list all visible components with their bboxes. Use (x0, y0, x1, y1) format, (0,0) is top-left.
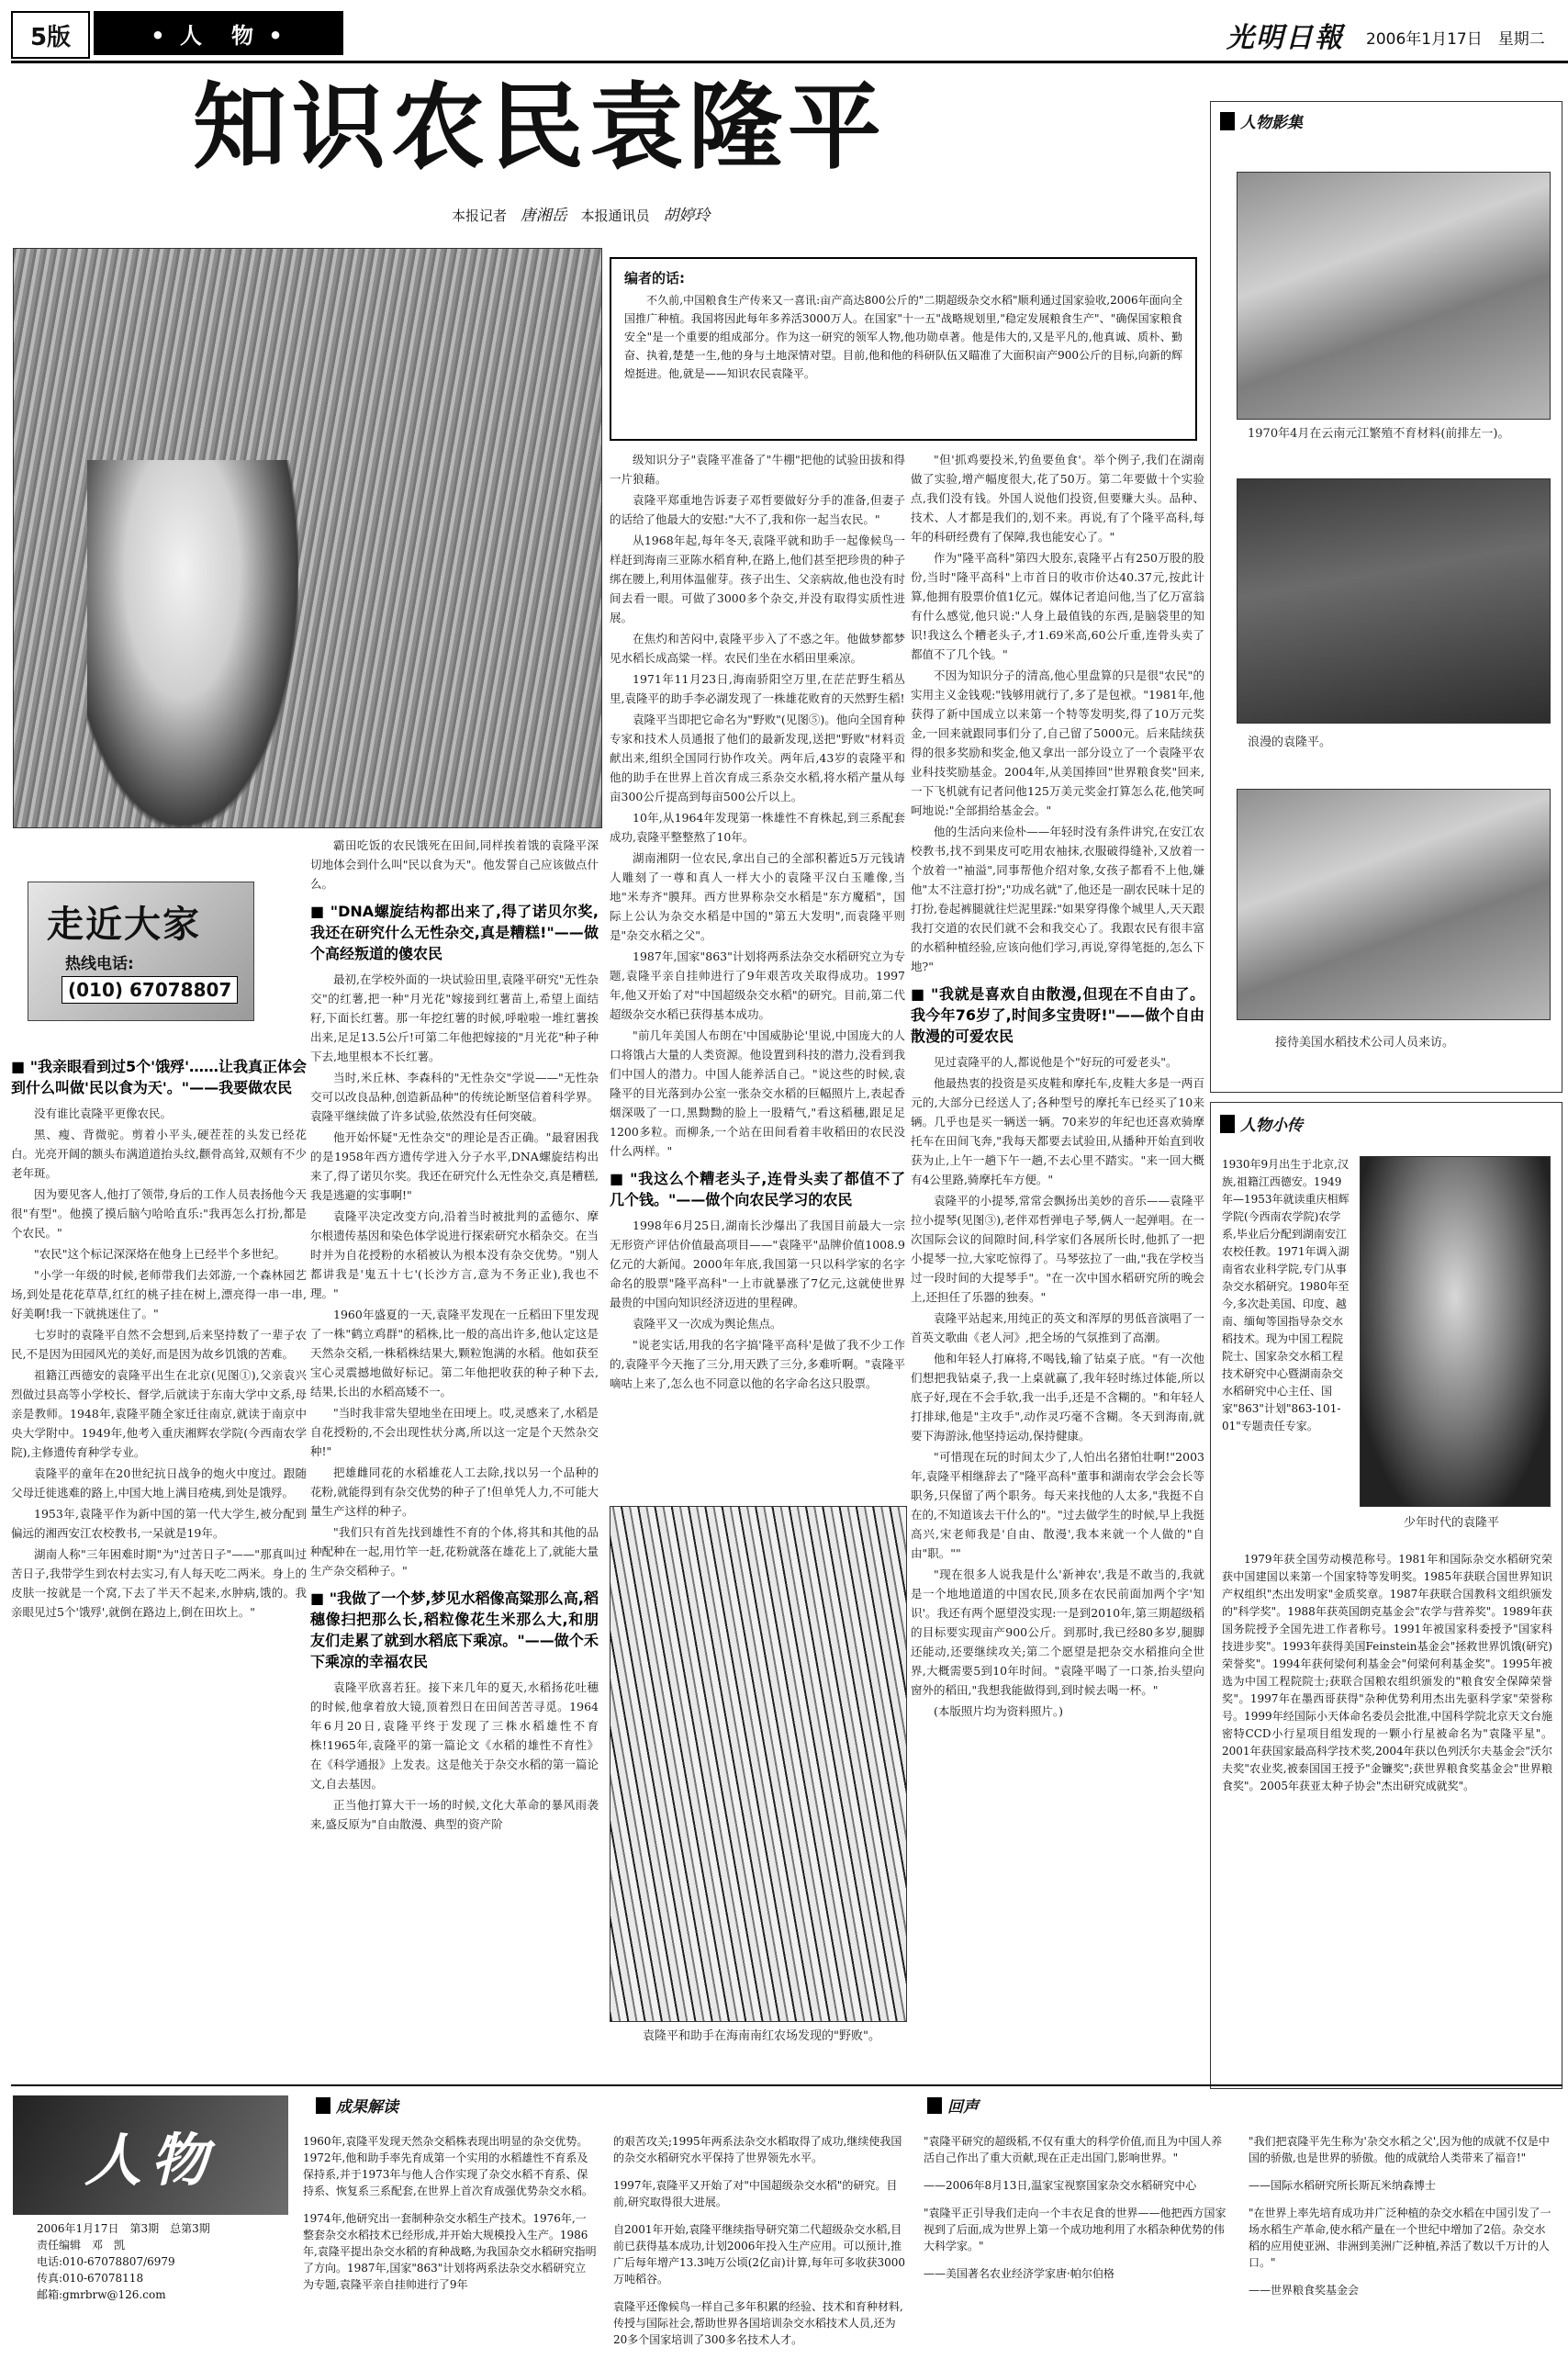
paragraph: 把雄雌同花的水稻雄花人工去除,找以另一个品种的花粉,就能得到有杂交优势的种子了!但单凭人力,不可能大量生产这样的种子。 (310, 1466, 599, 1518)
issue-date: 2006年1月17日 星期二 (1366, 30, 1545, 49)
article-column-3 (610, 450, 905, 1497)
paragraph: 10年,从1964年发现第一株雄性不育株起,到三系配套成功,袁隆平整整熬了10年。 (610, 811, 905, 844)
quote-paragraph: ——国际水稻研究所长斯瓦米纳森博士 (1249, 2179, 1437, 2192)
paragraph: "现在很多人说我是什么'新神农',我是不敢当的,我就是一个地地道道的中国农民,顶多在农民前面加两个字'知识'。我还有两个愿望没实现:一是到2010年,第三期超级稻的目标要实现亩产900公斤。到那时,我已经80多岁,腿脚还能动,还要继续攻关;第二个愿望是把杂交水稻推向全世界,大概需要5到10年时间。"袁隆平喝了一口茶,抬头望向窗外的稻田,"我想我能做得到,到时候去喝一杯。" (911, 1567, 1204, 1697)
byline-role-2: 本报通讯员 (580, 208, 650, 224)
masthead: 光明日報 (1226, 22, 1344, 54)
paragraph: 1953年,袁隆平作为新中国的第一代大学生,被分配到偏远的湘西安江农校教书,一呆就是19年。 (11, 1507, 307, 1540)
achievements-box (303, 2094, 913, 2346)
byline-role-1: 本报记者 (452, 208, 508, 224)
paragraph: 他的生活向来俭朴——年轻时没有条件讲究,在安江农校教书,找不到果皮可吃用农袖抹,衣服破得缝补,又放着一个放着一"袖溢",同事帮他介绍对象,女孩子都看不上他,嫌他"太不注意打扮";"功成名就"了,他还是一副农民味十足的打扮,卷起裤腿就往烂泥里踩:"如果穿得像个城里人,天天跟我打交道的农民们就不会和我交心了。我跟农民有很丰富的水稻种植经验,应该向他们学习,再说,穿得笔挺的,怎么下地?" (911, 825, 1204, 973)
paragraph: 1998年6月25日,湖南长沙爆出了我国目前最大一宗无形资产评估价值最高项目——"袁隆平"品牌价值1008.9亿元的大新闻。2000年年底,我国第一只以科学家的名字命名的股票"隆平高科"一上市就暴涨了7亿元,这就使世界最贵的中国向知识经济迈进的里程碑。 (610, 1219, 905, 1309)
paragraph: 从1968年起,每年冬天,袁隆平就和助手一起像候鸟一样赶到海南三亚陈水稻育种,在路上,他们甚至把珍贵的种子绑在腰上,利用体温催芽。孩子出生、父亲病故,他也没有时间去看一眼。可做了3000多个杂交,并没有取得实质性进展。 (610, 534, 905, 624)
paragraph: "说老实话,用我的名字搞'隆平高科'是做了我不少工作的,袁隆平今天拖了三分,用天跌了三分,多难听啊。"袁隆平嘀咕上来了,怎么也不同意以他的名字命名这只股票。 (610, 1338, 905, 1390)
paragraph: 霸田吃饭的农民饿死在田间,同样挨着饿的袁隆平深切地体会到什么叫"民以食为天"。他发誓自己应该做点什么。 (310, 838, 599, 891)
photo-young-yuan (1360, 1156, 1551, 1507)
bio-rest: 1979年获全国劳动模范称号。1981年和国际杂交水稻研究荣获中国建国以来第一个国家特等发明奖。1985年获联合国世界知识产权组织"杰出发明家"金质奖章。1987年获联合国教科文组织颁发的"科学奖"。1988年获英国朗克基金会"农学与营养奖"。1989年获国务院授予全国先进工作者称号。1991年被国家科委授予"国家科技进步奖"。1993年获得美国Feinstein基金会"拯救世界饥饿(研究)荣誉奖"。1994年获何梁何利基金会"何梁何利基金奖"。1995年被选为中国工程院院士;获联合国粮农组织颁发的"粮食安全保障荣誉奖"。1997年在墨西哥获得"杂种优势利用杰出先驱科学家"荣誉称号。1999年经国际小天体命名委员会批准,中国科学院北京天文台施密特CCD小行星项目组发现的一颗小行星被命名为"袁隆平星"。2001年获国家最高科学技术奖,2004年获以色列沃尔夫基金会"沃尔夫奖"农业奖,被泰国国王授予"金镰奖";获世界粮食奖基金会"世界粮食奖"。2005年获亚太种子协会"杰出研究成就奖"。 (1222, 1553, 1552, 1792)
caption-us-visitors: 接待美国水稻技术公司人员来访。 (1275, 1036, 1455, 1050)
hotline-number: (010) 67078807 (62, 976, 238, 1004)
caption-violin: 浪漫的袁隆平。 (1248, 736, 1332, 749)
subhead-col4-1: ■ "我就是喜欢自由散漫,但现在不自由了。我今年76岁了,时间多宝贵呀!"——做个自由散漫的可爱农民 (911, 985, 1204, 1045)
gallery-box (1210, 101, 1562, 1093)
byline-name-1: 唐湘岳 (520, 207, 567, 225)
paragraph: 见过袁隆平的人,都说他是个"好玩的可爱老头"。 (934, 1055, 1178, 1069)
issue-info-line: 传真:010-67078118 (37, 2272, 144, 2285)
col2-bottom-paragraphs (310, 1678, 599, 1834)
paragraph: 没有谁比袁隆平更像农民。 (34, 1106, 173, 1120)
paragraph: 祖籍江西德安的袁隆平出生在北京(见图①),父亲袁兴烈做过县高等小学校长、督学,后就读于东南大学中文系,母亲是教师。1948年,袁隆平随全家迁往南京,就读于南京中央大学附中。1949年,他考入重庆湘辉农学院(今西南农学院),主修遗传育种学专业。 (11, 1368, 307, 1459)
achievement-paragraph: 的艰苦攻关;1995年两系法杂交水稻取得了成功,继续使我国的杂交水稻研究水平保持了世界领先水平。 (613, 2135, 902, 2164)
bio-title: 人物小传 (1220, 1112, 1303, 1135)
achievements-column-2 (613, 2122, 907, 2359)
editor-note-title: 编者的话: (624, 270, 685, 286)
issue-info (37, 2220, 312, 2303)
paragraph: 袁隆平的童年在20世纪抗日战争的炮火中度过。跟随父母迁徙逃难的路上,中国大地上满目疮痍,到处是饿殍。 (11, 1466, 307, 1500)
quote-paragraph: "我们把袁隆平先生称为'杂交水稻之父',因为他的成就不仅是中国的骄傲,也是世界的骄傲。他的成就给人类带来了福音!" (1249, 2135, 1550, 2164)
gallery-marker-icon (1220, 112, 1235, 130)
page-number-box (11, 11, 90, 59)
paragraph: 作为"隆平高科"第四大股东,袁隆平占有250万股的股份,当时"隆平高科"上市首日的收市价达40.37元,按此计算,他拥有股票价值1亿元。媒体记者追问他,当了亿万富翁有什么感觉,他只说:"人身上最值钱的东西,是脑袋里的知识!我这么个糟老头子,才1.69米高,60公斤重,连骨头卖了都值不了几个钱。" (911, 551, 1204, 661)
main-photo-yuan-in-field (13, 248, 602, 828)
paragraph: 级知识分子"袁隆平准备了"牛棚"把他的试验田拔和得一片狼藉。 (610, 453, 905, 486)
photo-1970-group (1237, 172, 1551, 420)
col4-bottom-paragraphs (911, 1052, 1204, 1721)
paragraph: 不因为知识分子的清高,他心里盘算的只是很"农民"的实用主义金钱观:"钱够用就行了,多了是包袱。"1981年,他获得了新中国成立以来第一个特等发明奖,得了10万元奖金,一回来就跟同事们分了,自己留了5000元。后来陆续获得的很多奖励和奖金,他又拿出一部分设立了一个袁隆平农业科技奖励基金。2004年,从美国捧回"世界粮食奖"回来,一下飞机就有记者问他125万美元奖金打算怎么花,他笑呵呵地说:"全部捐给基金会。" (911, 668, 1204, 817)
paragraph: 他开始怀疑"无性杂交"的理论是否正确。"最窘困我的是1958年西方遗传学进入分子水平,DNA螺旋结构出来了,得了诺贝尔奖。我还在研究什么无性杂交,真是糟糕,我是逃避的实事啊!" (310, 1130, 599, 1202)
issue-info-line: 邮箱:gmrbrw@126.com (37, 2288, 166, 2301)
bio-marker-icon (1220, 1115, 1235, 1133)
headline: 知识农民袁隆平 (193, 73, 887, 183)
paragraph: 最初,在学校外面的一块试验田里,袁隆平研究"无性杂交"的红薯,把一种"月光花"嫁接到红薯苗上,希望上面结籽,下面长红薯。那一年挖红薯的时候,呼啦啦一堆红薯挨出来,足足13.5公斤!可第二年他把嫁接的"月光花"种子种下去,地里根本不长红薯。 (310, 972, 599, 1063)
subhead-col2-2: ■ "我做了一个梦,梦见水稻像高粱那么高,稻穗像扫把那么长,稻粒像花生米那么大,和朋友们走累了就到水稻底下乘凉。"——做个禾下乘凉的幸福农民 (310, 1590, 599, 1670)
col3-bottom-paragraphs (610, 1216, 905, 1393)
echo-columns (924, 2122, 1562, 2309)
paragraph: 正当他打算大干一场的时候,文化大革命的暴风雨袭来,盛反原为"自由散漫、典型的资产阶 (310, 1798, 599, 1831)
caption-young-yuan: 少年时代的袁隆平 (1404, 1516, 1500, 1530)
quote-paragraph: "在世界上率先培育成功并广泛种植的杂交水稻在中国引发了一场水稻生产革命,使水稻产量在一个世纪中增加了2倍。杂交水稻的应用使亚洲、非洲到美洲广泛种植,养活了数以千万计的人口。" (1249, 2207, 1551, 2269)
paragraph: "前几年美国人布朗在'中国威胁论'里说,中国庞大的人口将饿占大量的人类资源。他设置到科技的潜力,没看到我们中国人的潜力。中国人能养活自己。"说这些的时候,袁隆平的目光落到办公室一张杂交水稻的巨幅照片上,表起香烟深吸了一口,黑黝黝的脸上一股精气,"看这稻穗,跟足足1200多粒。而柳条,一个站在田间看着丰收稻田的农民没什么两样。" (610, 1028, 905, 1158)
section-banner (94, 11, 343, 55)
subhead-col1: ■ "我亲眼看到过5个'饿殍'……让我真正体会到什么叫做'民以食为天'。"——我要做农民 (11, 1058, 307, 1096)
column-logo (13, 2095, 288, 2215)
photo-wild-rice-yebai (610, 1506, 907, 2022)
col1-paragraphs (11, 1104, 307, 1622)
paragraph: "但'抓鸡要投米,钓鱼要鱼食'。举个例子,我们在湖南做了实验,增产幅度很大,花了50万。第二年要做十个实验点,我们没有钱。外国人说他们投资,但要赚大头。品种、技术、人才都是我们的,划不来。再说,有了个隆平高科,每年的科研经费有了保障,我也能安心了。" (911, 453, 1204, 544)
quote-paragraph: ——美国著名农业经济学家唐·帕尔伯格 (924, 2267, 1114, 2280)
quote-paragraph: ——2006年8月13日,温家宝视察国家杂交水稻研究中心 (924, 2179, 1197, 2192)
paragraph: 袁隆平欣喜若狂。接下来几年的夏天,水稻扬花吐穗的时候,他拿着放大镜,顶着烈日在田间苦苦寻觅。1964年6月20日,袁隆平终于发现了三株水稻雄性不育株!1965年,袁隆平的第一篇论文《水稻的雄性不育性》在《科学通报》上发表。这是他关于杂交水稻的第一篇论文,自去基因。 (310, 1680, 599, 1791)
bottom-rule (11, 2084, 1562, 2086)
article-column-1 (11, 1056, 307, 2077)
col4-top-paragraphs (911, 450, 1204, 976)
paragraph: 袁隆平又一次成为舆论焦点。 (633, 1317, 782, 1331)
paragraph: 1971年11月23日,海南骄阳空万里,在茫茫野生稻丛里,袁隆平的助手李必湖发现了一株雄花败育的天然野生稻! (610, 672, 905, 705)
editor-note-text: 不久前,中国粮食生产传来又一喜讯:亩产高达800公斤的"二期超级杂交水稻"顺利通过国家验收,2006年面向全国推广种植。我国将因此每年多养活3000万人。在国家"十一五"战略规划里,"稳定发展粮食生产"、"确保国家粮食安全"是一个重要的组成部分。作为这一研究的领军人物,他功勋卓著。他是伟大的,又是平凡的,他真诚、质朴、勤奋、执着,楚楚一生,他的身与土地深情对望。目前,他和他的科研队伍又瞄准了大面积亩产900公斤的目标,向新的辉煌挺进。他,就是——知识农民袁隆平。 (624, 294, 1182, 380)
echo-column-1 (924, 2122, 1226, 2309)
header-rule (11, 61, 1568, 63)
achievements-column-1 (303, 2122, 597, 2359)
paragraph: "我们只有首先找到雄性不育的个体,将其和其他的品种配种在一起,用竹竿一赶,花粉就落在雄花上了,就能大量生产杂交稻种子。" (310, 1525, 599, 1578)
byline-name-2: 胡婷玲 (663, 207, 711, 225)
achievements-marker-icon (316, 2097, 330, 2114)
paragraph: 袁隆平郑重地告诉妻子邓哲要做好分手的准备,但妻子的话给了他最大的安慰:"大不了,我和你一起当农民。" (610, 493, 905, 526)
paragraph: 当时,米丘林、李森科的"无性杂交"学说——"无性杂交可以改良品种,创造新品种"的传统论断坚信着科学界。袁隆平继续做了许多试验,依然没有任何突破。 (310, 1071, 599, 1123)
paragraph: 湖南人称"三年困难时期"为"过苦日子"——"那真叫过苦日子,我带学生到农村去实习,有人每天吃二两米。身上的皮肤一按就是一个窝,下去了半天不起来,水肿病,饿的。我亲眼见过5个'饿殍',就倒在路边上,倒在田坎上。" (11, 1547, 307, 1619)
gallery-title: 人物影集 (1220, 109, 1303, 132)
photo-violin (1237, 478, 1551, 724)
paragraph: (本版照片均为资料照片。) (934, 1704, 1064, 1718)
echo-marker-icon (927, 2097, 942, 2114)
article-column-4 (911, 450, 1204, 2080)
byline (452, 202, 710, 225)
paragraph: 袁隆平决定改变方向,沿着当时被批判的孟德尔、摩尔根遗传基因和染色体学说进行探索研究水稻杂交。在当时并为自花授粉的水稻被认为根本没有杂交优势。"别人都讲我是'鬼五十七'(长沙方言,意为不务正业),我也不理。" (310, 1209, 599, 1300)
echo-column-2 (1249, 2122, 1551, 2309)
column-logo-text: 人物 (84, 2126, 217, 2194)
quote-paragraph: ——世界粮食奖基金会 (1249, 2284, 1360, 2297)
caption-1970-group: 1970年4月在云南元江繁殖不育材料(前排左一)。 (1248, 427, 1510, 441)
issue-info-line: 2006年1月17日 第3期 总第3期 (37, 2222, 210, 2235)
paragraph: "当时我非常失望地坐在田埂上。哎,灵感来了,水稻是自花授粉的,不会出现性状分离,所以这一定是个天然杂交种!" (310, 1406, 599, 1458)
article-column-2 (310, 836, 599, 2077)
col3-top-paragraphs (610, 450, 905, 1161)
paragraph: 1960年盛夏的一天,袁隆平发现在一丘稻田下里发现了一株"鹤立鸡群"的稻株,比一般的高出许多,他认定这是天然杂交稻,一株稻株结果大,颗粒饱满的水稻。他如获至宝心灵震撼地做好标记。第二年他把收获的种子种下去,结果,长出的水稻高矮不一。 (310, 1308, 599, 1399)
subhead-col3-1: ■ "我这么个糟老头子,连骨头卖了都值不了几个钱。"——做个向农民学习的农民 (610, 1170, 905, 1208)
col2-mid-paragraphs (310, 970, 599, 1580)
achievement-paragraph: 自2001年开始,袁隆平继续指导研究第二代超级杂交水稻,目前已获得基本成功,计划2006年投入生产应用。可以预计,推广后每年增产13.3吨万公顷(2亿亩)计算,每年可多收获3000万吨稻谷。 (613, 2223, 906, 2286)
section-label: • 人 物 • (151, 22, 286, 49)
photo-us-visitors (1237, 789, 1551, 1020)
caption-wild-rice: 袁隆平和助手在海南南红农场发现的"野败"。 (643, 2029, 880, 2043)
page-number: 5版 (29, 23, 72, 51)
achievement-paragraph: 袁隆平还像候鸟一样自己多年积累的经验、技术和育种材料,传授与国际社会,帮助世界各国培训杂交水稻技术人员,还为20多个国家培训了300多名技术人才。 (613, 2300, 903, 2346)
paragraph: "农民"这个标记深深烙在他身上已经半个多世纪。 (34, 1247, 286, 1261)
achievement-paragraph: 1960年,袁隆平发现天然杂交稻株表现出明显的杂交优势。1972年,他和助手率先育成第一个实用的水稻雄性不育系及保持系,并于1973年与他人合作实现了杂交水稻不育系、保持系、恢复系三系配套,在世界上首次育成强优势杂交水稻。 (303, 2135, 593, 2197)
hotline-title: 走近大家 (47, 904, 201, 946)
paragraph: 1987年,国家"863"计划将两系法杂交水稻研究立为专题,袁隆平亲自挂帅进行了9年艰苦攻关取得成功。1997年,他又开始了对"中国超级杂交水稻"的研究。目前,第二代超级杂交水稻已获得基本成功。 (610, 949, 905, 1021)
hotline-box (28, 882, 254, 1021)
paragraph: "可惜现在玩的时间太少了,人怕出名猪怕壮啊!"2003年,袁隆平相继辞去了"隆平高科"董事和湖南农学会会长等职务,只保留了两个职务。每天来找他的人太多,"我挺不自在的,不知道该去干什么的"。"过去做学生的时候,早上我挺高兴,宋老师我是'自由、散漫',我本来就一个人做的"自由"职。"" (911, 1450, 1204, 1560)
editor-note-box (610, 257, 1197, 441)
paragraph: 他最热衷的投资是买皮鞋和摩托车,皮鞋大多是一两百元的,大部分已经送人了;各种型号的摩托车已经买了10来辆。几乎也是买一辆送一辆。70来岁的年纪也还喜欢骑摩托车在田间飞奔,"我每天都要去试验田,从播种开始直到收获为止,上午一趟下午一趟,不去心里不踏实。"来一回大概有4公里路,骑摩托车方便。" (911, 1076, 1204, 1186)
paragraph: 他和年轻人打麻将,不喝钱,输了钻桌子底。"有一次他们想把我钻桌子,我一上桌就赢了,我年轻时练过体能,所以底子好,现在不会手软,我一出手,还是不含糊的。"和年轻人打排球,他是"主攻手",动作灵巧毫不含糊。冬天到海南,就要下海游泳,他坚持运动,保持健康。 (911, 1352, 1204, 1443)
subhead-col2-1: ■ "DNA螺旋结构都出来了,得了诺贝尔奖,我还在研究什么无性杂交,真是糟糕!"——做个高经叛道的傻农民 (310, 903, 599, 962)
quote-paragraph: "袁隆平研究的超级稻,不仅有重大的科学价值,而且为中国人养活自己作出了重大贡献,现在正走出国门,影响世界。" (924, 2135, 1223, 2164)
col2-top-paragraphs (310, 836, 599, 893)
paragraph: 袁隆平当即把它命名为"野败"(见图⑤)。他向全国育种专家和技术人员通报了他们的最新发现,送把"野败"材料贡献出来,组织全国同行协作攻关。两年后,43岁的袁隆平和他的助手在世界上首次育成三系杂交水稻,将水稻产量从每亩300公斤提高到每亩500公斤以上。 (610, 713, 905, 803)
paragraph: 湖南湘阴一位农民,拿出自己的全部积蓄近5万元钱请人雕刻了一尊和真人一样大小的袁隆平汉白玉雕像,当地"米寿齐"膜拜。西方世界称杂交水稻是"东方魔稻"，国际上公认为杂交水稻是中国的"第五大发明",而袁隆平则是"杂交水稻之父"。 (610, 851, 905, 942)
paragraph: "小学一年级的时候,老师带我们去郊游,一个森林园艺场,到处是花花草草,红红的桃子挂在树上,漂亮得一串一串,好美啊!我一下就挑迷住了。" (11, 1268, 307, 1320)
figure-silhouette (87, 460, 298, 827)
paragraph: 七岁时的袁隆平自然不会想到,后来坚持数了一辈子农民,不是因为田园风光的美好,而是因为故乡饥饿的苦难。 (11, 1328, 307, 1361)
achievement-paragraph: 1997年,袁隆平又开始了对"中国超级杂交水稻"的研究。目前,研究取得很大进展。 (613, 2179, 898, 2208)
bio-lead: 1930年9月出生于北京,汉族,祖籍江西德安。1949年—1953年就读重庆相辉学院(今西南农学院)农学系,毕业后分配到湖南安江农校任教。1971年调入湖南省农业科学院,专门从事杂交水稻研究。1980年至今,多次赴美国、印度、越南、缅甸等国指导杂交水稻技术。现为中国工程院院士、国家杂交水稻工程技术研究中心暨湖南杂交水稻研究中心主任、国家"863"计划"863-101-01"专题责任专家。 (1222, 1158, 1350, 1432)
achievement-paragraph: 1974年,他研究出一套制种杂交水稻生产技术。1976年,一整套杂交水稻技术已经形成,并开始大规模投入生产。1986年,袁隆平提出杂交水稻的育种战略,为我国杂交水稻研究指明了方向。1987年,国家"863"计划将两系法杂交水稻研究立为专题,袁隆平亲自挂帅进行了9年 (303, 2212, 597, 2291)
paragraph: 因为要见客人,他打了领带,身后的工作人员表扬他今天很"有型"。他摸了摸后脑勺哈哈直乐:"我再怎么打扮,都是个农民。" (11, 1187, 307, 1240)
issue-info-line: 责任编辑 邓 凯 (37, 2239, 126, 2252)
echo-box (924, 2094, 1562, 2297)
paragraph: 袁隆平的小提琴,常常会飘扬出美妙的音乐——袁隆平拉小提琴(见图③),老伴邓哲弹电子琴,俩人一起弹唱。在一次国际会议的间隙时间,科学家们各展所长时,他抓了一把小提琴一拉,大家吃惊得了。马琴弦拉了一曲,"我在学校当过一段时间的大提琴手"。"在一次中国水稻研究所的晚会上,还担任了乐器的独奏。" (911, 1194, 1204, 1304)
echo-title: 回声 (927, 2094, 1562, 2117)
paragraph: 黑、瘦、背微驼。剪着小平头,硬茬茬的头发已经花白。光亮开阔的额头布满道道抬头纹,颧骨高耸,双颊有不少老年斑。 (11, 1128, 307, 1180)
achievements-title: 成果解读 (316, 2094, 913, 2117)
issue-info-line: 电话:010-67078807/6979 (37, 2255, 175, 2268)
achievements-columns (303, 2122, 913, 2359)
quote-paragraph: "袁隆平正引导我们走向一个丰衣足食的世界——他把西方国家视到了后面,成为世界上第一个成功地利用了水稻杂种优势的伟大科学家。" (924, 2207, 1226, 2252)
paragraph: 在焦灼和苦闷中,袁隆平步入了不惑之年。他做梦都梦见水稻长成高粱一样。农民们坐在水稻田里乘凉。 (610, 632, 905, 665)
bio-box (1210, 1102, 1562, 2089)
hotline-label: 热线电话: (65, 955, 134, 973)
paragraph: 袁隆平站起来,用纯正的英文和浑厚的男低音演唱了一首英文歌曲《老人河》,把全场的气氛推到了高潮。 (911, 1311, 1204, 1344)
